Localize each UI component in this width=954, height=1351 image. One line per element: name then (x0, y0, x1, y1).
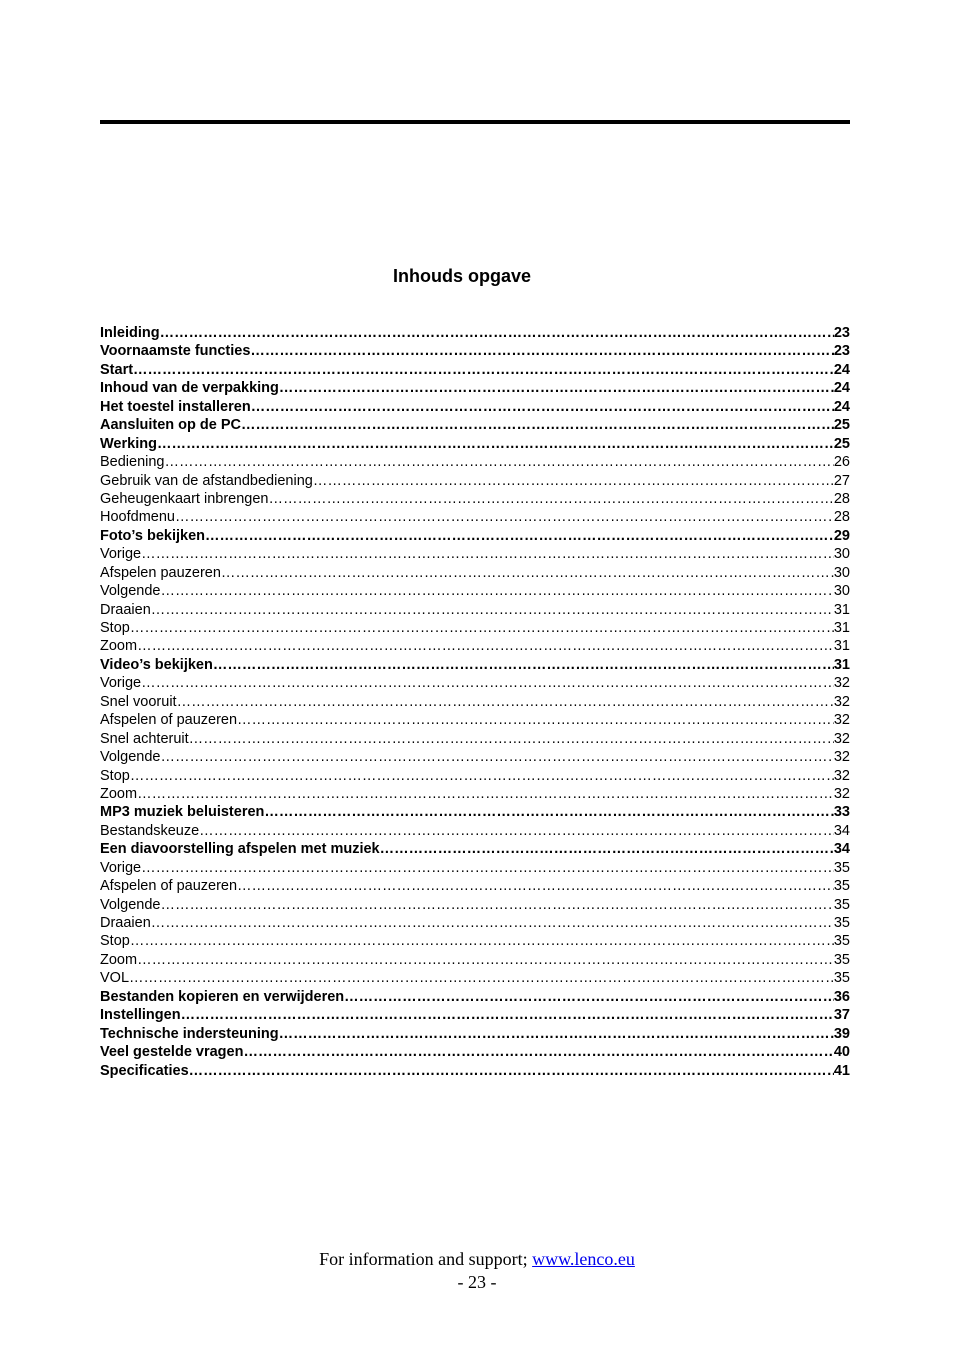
toc-entry (100, 785, 850, 803)
toc-entry-label: Voornaamste functies (100, 343, 251, 360)
toc-leader-dots (160, 748, 833, 766)
toc-entry-page: 27 (833, 472, 850, 489)
toc-leader-dots (151, 914, 834, 932)
toc-leader-dots (137, 637, 834, 655)
toc-entry (100, 840, 850, 858)
footer-support-line (0, 1248, 954, 1271)
toc-leader-dots (133, 361, 834, 379)
toc-leader-dots (250, 342, 833, 360)
toc-entry-page: 24 (833, 380, 850, 397)
toc-entry-label: Draaien (100, 601, 151, 618)
toc-entry-label: Gebruik van de afstandbediening (100, 472, 313, 489)
toc-leader-dots (199, 822, 834, 840)
toc-leader-dots (279, 1025, 834, 1043)
toc-entry-page: 31 (833, 656, 850, 673)
toc-entry-label: Afspelen of pauzeren (100, 878, 238, 895)
toc-entry (100, 877, 850, 895)
toc-entry (100, 361, 850, 379)
toc-entry-label: Vorige (100, 859, 142, 876)
toc-leader-dots (251, 398, 834, 416)
toc-entry (100, 324, 850, 342)
toc-leader-dots (175, 508, 834, 526)
toc-entry (100, 619, 850, 637)
footer-website-link[interactable]: www.lenco.eu (532, 1249, 635, 1269)
toc-entry-label: Snel vooruit (100, 693, 177, 710)
toc-entry-label: VOL (100, 970, 130, 987)
toc-entry-label: MP3 muziek beluisteren (100, 804, 265, 821)
header-rule (100, 120, 850, 124)
toc-entry-label: Volgende (100, 749, 161, 766)
toc-entry-label: Het toestel installeren (100, 398, 251, 415)
toc-leader-dots (237, 877, 834, 895)
toc-entry-page: 35 (833, 933, 850, 950)
toc-entry (100, 1043, 850, 1061)
toc-leader-dots (137, 951, 834, 969)
toc-entry-label: Afspelen of pauzeren (100, 712, 238, 729)
toc-entry (100, 656, 850, 674)
toc-leader-dots (344, 988, 834, 1006)
toc-leader-dots (237, 711, 834, 729)
toc-entry-page: 35 (833, 951, 850, 968)
toc-entry (100, 637, 850, 655)
toc-entry-page: 28 (833, 509, 850, 526)
toc-entry-label: Volgende (100, 583, 161, 600)
toc-entry-page: 35 (833, 878, 850, 895)
toc-leader-dots (130, 619, 834, 637)
toc-entry-page: 24 (833, 361, 850, 378)
footer-support-text: For information and support; (319, 1249, 533, 1269)
toc-entry (100, 896, 850, 914)
toc-entry-page: 32 (833, 712, 850, 729)
toc-entry-page: 32 (833, 730, 850, 747)
toc-entry (100, 582, 850, 600)
toc-entry (100, 803, 850, 821)
toc-leader-dots (241, 416, 834, 434)
toc-entry-page: 30 (833, 546, 850, 563)
toc-entry-page: 31 (833, 601, 850, 618)
toc-entry (100, 1062, 850, 1080)
toc-entry-page: 26 (833, 454, 850, 471)
toc-entry-page: 25 (833, 435, 850, 452)
toc-entry-label: Video’s bekijken (100, 656, 213, 673)
toc-entry (100, 490, 850, 508)
toc-entry-page: 23 (833, 343, 850, 360)
toc-leader-dots (221, 564, 834, 582)
toc-entry (100, 951, 850, 969)
toc-entry-page: 30 (833, 583, 850, 600)
toc-entry-label: Zoom (100, 951, 138, 968)
toc-leader-dots (160, 582, 833, 600)
toc-entry (100, 914, 850, 932)
toc-entry-page: 28 (833, 490, 850, 507)
toc-entry-label: Bestandskeuze (100, 822, 200, 839)
toc-entry-page: 32 (833, 693, 850, 710)
toc-entry-page: 40 (833, 1044, 850, 1061)
toc-leader-dots (151, 601, 834, 619)
toc-entry (100, 859, 850, 877)
toc-entry-label: Technische indersteuning (100, 1025, 279, 1042)
toc-entry (100, 379, 850, 397)
toc-entry (100, 545, 850, 563)
toc-leader-dots (213, 656, 834, 674)
toc-entry-label: Hoofdmenu (100, 509, 175, 526)
toc-entry-label: Vorige (100, 675, 142, 692)
toc-entry (100, 1006, 850, 1024)
toc-leader-dots (279, 379, 834, 397)
toc-entry-page: 32 (833, 675, 850, 692)
toc-entry (100, 472, 850, 490)
toc-entry (100, 730, 850, 748)
toc-leader-dots (243, 1043, 833, 1061)
toc-entry-label: Aansluiten op de PC (100, 417, 241, 434)
toc-entry (100, 988, 850, 1006)
toc-entry-page: 32 (833, 767, 850, 784)
toc-entry-page: 34 (833, 841, 850, 858)
toc-leader-dots (165, 453, 834, 471)
toc-leader-dots (313, 472, 834, 490)
toc-entry-page: 34 (833, 822, 850, 839)
toc-entry-label: Geheugenkaart inbrengen (100, 490, 269, 507)
toc-entry-label: Inhoud van de verpakking (100, 380, 279, 397)
toc-entry-label: Stop (100, 620, 130, 636)
toc-entry-label: Werking (100, 435, 157, 452)
toc-leader-dots (141, 545, 834, 563)
toc-leader-dots (130, 932, 834, 950)
toc-leader-dots (129, 969, 834, 987)
toc-entry-label: Stop (100, 767, 130, 784)
toc-entry (100, 711, 850, 729)
toc-entry-page: 35 (833, 970, 850, 987)
toc-entry-label: Bediening (100, 454, 165, 471)
toc-entry-page: 32 (833, 749, 850, 766)
toc-entry (100, 767, 850, 785)
toc-entry-page: 30 (833, 564, 850, 581)
toc-entry-label: Zoom (100, 785, 138, 802)
toc-entry-page: 25 (833, 417, 850, 434)
toc-entry (100, 342, 850, 360)
toc-entry (100, 822, 850, 840)
toc-title: Inhouds opgave (392, 266, 531, 286)
toc-entry-page: 41 (833, 1062, 850, 1079)
toc-entry-page: 35 (833, 915, 850, 931)
toc-entry (100, 674, 850, 692)
toc-entry (100, 601, 850, 619)
toc-entry-page: 32 (833, 785, 850, 802)
toc-entry (100, 508, 850, 526)
toc-entry-label: Zoom (100, 638, 138, 655)
toc-entry (100, 416, 850, 434)
toc-leader-dots (137, 785, 834, 803)
toc-entry-page: 35 (833, 896, 850, 913)
toc-entry-label: Draaien (100, 915, 151, 931)
toc-entry-label: Foto’s bekijken (100, 527, 206, 544)
toc-leader-dots (181, 1006, 834, 1024)
toc-entry (100, 932, 850, 950)
toc-entry-label: Vorige (100, 546, 142, 563)
toc-entry-label: Bestanden kopieren en verwijderen (100, 988, 345, 1005)
toc-entry-label: Veel gestelde vragen (100, 1044, 244, 1061)
toc-leader-dots (189, 1062, 834, 1080)
toc-entry (100, 435, 850, 453)
toc-entry-page: 37 (833, 1007, 850, 1024)
toc-entry (100, 564, 850, 582)
toc-entry-page: 24 (833, 398, 850, 415)
toc-leader-dots (141, 859, 834, 877)
toc-entry-page: 23 (833, 325, 850, 341)
toc-entry-page: 39 (833, 1025, 850, 1042)
toc-entry-label: Snel achteruit (100, 730, 189, 747)
toc-leader-dots (380, 840, 834, 858)
toc-entry-label: Inleiding (100, 325, 160, 341)
toc-entry-page: 29 (833, 527, 850, 544)
toc-leader-dots (269, 490, 834, 508)
toc-entry-page: 31 (833, 638, 850, 655)
toc-entry (100, 1025, 850, 1043)
toc-entry-label: Volgende (100, 896, 161, 913)
toc-entry-label: Start (100, 361, 134, 378)
toc-entry (100, 748, 850, 766)
toc-entry-label: Een diavoorstelling afspelen met muziek (100, 841, 380, 858)
toc-entry (100, 693, 850, 711)
toc-entry-page: 36 (833, 988, 850, 1005)
toc-entry (100, 398, 850, 416)
toc-entry-page: 35 (833, 859, 850, 876)
toc-leader-dots (160, 896, 833, 914)
toc-leader-dots (141, 674, 834, 692)
page-footer (0, 1248, 954, 1294)
toc-entry-page: 33 (833, 804, 850, 821)
toc-entry (100, 527, 850, 545)
toc-leader-dots (160, 324, 834, 342)
toc-entry (100, 969, 850, 987)
toc-entry-label: Afspelen pauzeren (100, 564, 221, 581)
toc-entry (100, 453, 850, 471)
toc-entry-label: Specificaties (100, 1062, 189, 1079)
toc-entry-label: Instellingen (100, 1007, 181, 1024)
page-number: - 23 - (457, 1272, 497, 1292)
toc-leader-dots (177, 693, 834, 711)
toc-entry-page: 31 (833, 620, 850, 636)
toc-leader-dots (205, 527, 834, 545)
toc-leader-dots (157, 435, 834, 453)
toc-entry-label: Stop (100, 933, 130, 950)
toc-leader-dots (189, 730, 834, 748)
toc-leader-dots (130, 767, 834, 785)
toc-leader-dots (264, 803, 833, 821)
table-of-contents (100, 324, 850, 1080)
